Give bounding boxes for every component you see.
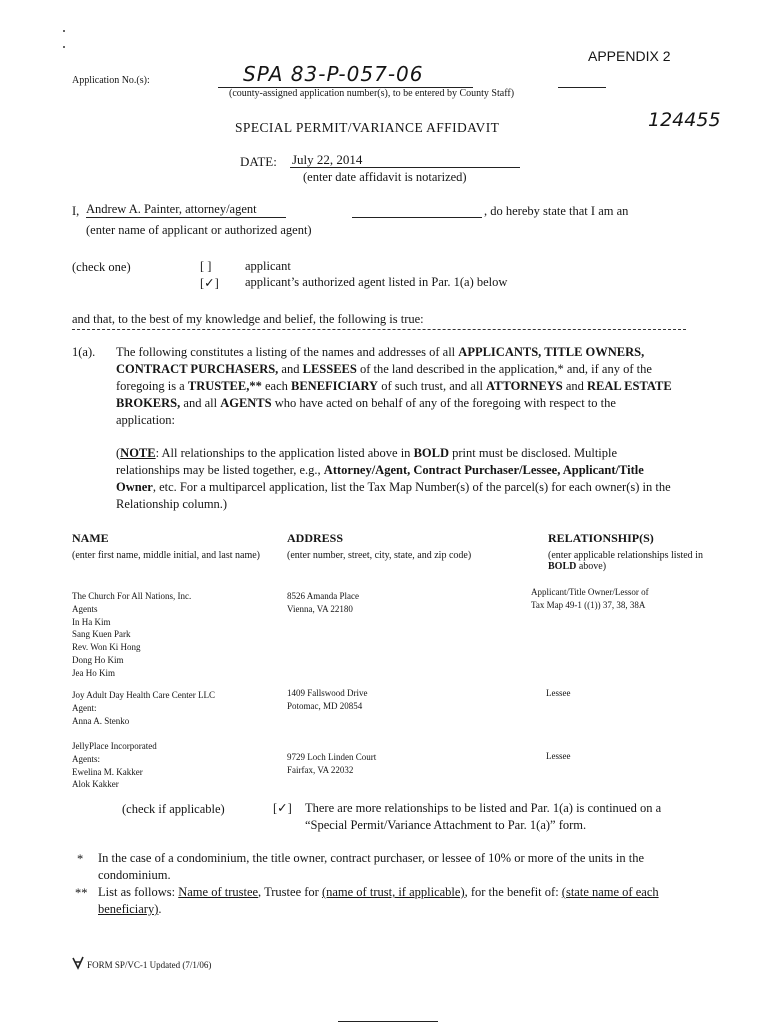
table-row-3-relationship: [546, 750, 696, 763]
row2-address-line: Potomac, MD 20854: [287, 700, 363, 711]
application-no-line-right: [558, 87, 606, 88]
relationship-column-header: [548, 531, 708, 573]
form-footer-text: FORM SP/VC-1 Updated (7/1/06): [87, 959, 212, 970]
divider: [72, 329, 686, 330]
par1a-b6: REAL ESTATE BROKERS,: [116, 379, 672, 410]
par1a-t8: who have acted on behalf of any of the foregoing with respect to the application:: [116, 396, 616, 427]
declarant-prefix: I,: [72, 204, 80, 218]
row1-name-line: The Church For All Nations, Inc.: [72, 591, 192, 601]
name-header-sub: (enter first name, middle initial, and last name): [72, 549, 260, 561]
address-header-sub: (enter number, street, city, state, and zip code): [287, 549, 472, 561]
note-t1: : All relationships to the application listed above in: [155, 446, 414, 460]
application-no-handwritten: SPA 83-P-057-06: [243, 62, 424, 86]
agent-option-label: applicant’s authorized agent listed in Par. 1(a) below: [245, 275, 508, 289]
table-row-2-address: [287, 687, 487, 713]
dstar-t3: , for the benefit of:: [464, 885, 562, 899]
row3-name-line: Ewelina M. Kakker: [72, 766, 143, 777]
par1a-t3: of the land described in the application,* and, if any of the foregoing is a: [116, 362, 652, 393]
relationship-header-sub: [548, 550, 708, 574]
par1a-t5: of such trust, and all: [378, 379, 487, 393]
relationship-header-sub1: (enter applicable relationships listed in: [548, 549, 703, 561]
row2-name-line: Joy Adult Day Health Care Center LLC: [72, 690, 215, 700]
agent-checkbox[interactable]: [✓]: [200, 276, 219, 290]
table-row-3-name: [72, 740, 277, 791]
applicant-option-label: applicant: [245, 259, 291, 273]
table-row-3-address: [287, 751, 487, 777]
declarant-name: Andrew A. Painter, attorney/agent: [86, 202, 257, 216]
statement: and that, to the best of my knowledge and belief, the following is true:: [72, 312, 424, 326]
form-footer: [72, 956, 211, 975]
dstar-u1: Name of trustee: [178, 885, 259, 899]
par1a-b5: ATTORNEYS: [486, 379, 563, 393]
appendix-label: APPENDIX 2: [588, 48, 671, 64]
row2-address-line: 1409 Fallswood Drive: [287, 688, 368, 698]
par1a-t1: The following constitutes a listing of the names and addresses of all: [116, 345, 459, 359]
date-caption: (enter date affidavit is notarized): [303, 170, 467, 184]
address-column-header: [287, 531, 537, 561]
continuation-label: (check if applicable): [122, 802, 225, 816]
continuation-checkbox[interactable]: [✓]: [273, 801, 292, 815]
row1-name-line: Dong Ho Kim: [72, 654, 124, 665]
declarant-line-2: [352, 217, 482, 218]
par1a-b3: TRUSTEE,**: [187, 379, 262, 393]
declarant-caption: (enter name of applicant or authorized agent): [86, 223, 312, 237]
dstar-u3: (state name of each beneficiary): [98, 885, 659, 916]
scan-speck: [63, 46, 65, 48]
row1-name-line: Rev. Won Ki Hong: [72, 642, 141, 653]
row2-name-line: Agent:: [72, 702, 97, 713]
par1a-b7: AGENTS: [220, 396, 272, 410]
row3-name-line: Agents:: [72, 753, 100, 764]
row1-name-line: Agents: [72, 603, 98, 614]
dstar-t4: .: [158, 902, 162, 916]
note-b1: BOLD: [413, 446, 449, 460]
date-value: July 22, 2014: [292, 152, 363, 167]
declarant-line: [86, 217, 286, 218]
application-no-caption: (county-assigned application number(s), to be entered by County Staff): [229, 88, 515, 99]
row1-relationship-line: Tax Map 49-1 ((1)) 37, 38, 38A: [531, 599, 646, 610]
par1a-t7: and all: [180, 396, 221, 410]
par1a-text: [116, 344, 672, 429]
par1a-t6: and: [562, 379, 588, 393]
par1a-t4: each: [261, 379, 291, 393]
row1-name-line: Jea Ho Kim: [72, 667, 115, 678]
bottom-edge-line: [338, 1021, 438, 1022]
footnote-double-star-text: [98, 884, 698, 918]
continuation-text: There are more relationships to be listed and Par. 1(a) is continued on a “Special Permit/Variance Attachment to Par. 1(a)” form.: [305, 801, 662, 832]
row3-address-line: 9729 Loch Linden Court: [287, 752, 377, 762]
table-row-1-relationship: [531, 586, 721, 612]
dstar-u2: (name of trust, if applicable): [321, 885, 465, 899]
row3-name-line: JellyPlace Incorporated: [72, 741, 157, 751]
date-label: DATE:: [240, 154, 277, 169]
note-label: NOTE: [120, 446, 156, 460]
par1a-b1: APPLICANTS, TITLE OWNERS, CONTRACT PURCHASERS,: [116, 345, 645, 376]
note-t2: print must be disclosed. Multiple relationships may be listed together, e.g.,: [116, 446, 618, 477]
row1-address-line: 8526 Amanda Place: [287, 591, 359, 601]
footnote-star-marker: *: [77, 852, 84, 866]
footnote-double-star-marker: **: [75, 886, 88, 900]
par1a-t2: and: [278, 362, 303, 376]
relationship-header-bold: BOLD: [548, 561, 577, 573]
dstar-t1: List as follows:: [98, 885, 179, 899]
applicant-checkbox[interactable]: [ ]: [200, 259, 212, 273]
table-row-2-relationship: [546, 687, 696, 700]
relationship-header-sub2: above): [576, 561, 607, 573]
par1a-number: 1(a).: [72, 345, 96, 359]
page-title: SPECIAL PERMIT/VARIANCE AFFIDAVIT: [235, 120, 500, 135]
row1-name-line: In Ha Kim: [72, 616, 111, 627]
application-no-label: Application No.(s):: [72, 75, 150, 86]
date-line: [290, 167, 520, 168]
handwritten-number: 124455: [648, 109, 721, 131]
row2-relationship-line: Lessee: [546, 688, 571, 698]
dstar-t2: , Trustee for: [258, 885, 322, 899]
footnote-star-text: In the case of a condominium, the title owner, contract purchaser, or lessee of 10% or more of the units in the condominium.: [98, 851, 645, 882]
table-row-2-name: [72, 689, 277, 727]
table-row-1-address: [287, 590, 487, 616]
scan-mark-icon: [72, 956, 84, 975]
row3-address-line: Fairfax, VA 22032: [287, 764, 354, 775]
check-one-label: (check one): [72, 260, 131, 274]
row1-address-line: Vienna, VA 22180: [287, 603, 353, 614]
table-row-1-name: [72, 590, 277, 680]
row3-name-line: Alok Kakker: [72, 779, 119, 790]
note-text: (NOTE: All relationships to the application listed above in BOLD print must be disclosed. Multiple relationships may be listed together, e.g., Attorney/Agent, Contract Purchaser/Lessee, Applicant/Title Owner, etc. For a multiparcel application, list the Tax Map Number(s) of the parcel(s) for each owner(s) in the Relationship column.): [116, 446, 671, 511]
name-header-title: NAME: [72, 531, 109, 545]
row1-name-line: Sang Kuen Park: [72, 629, 131, 640]
name-column-header: [72, 531, 272, 561]
note-t3: , etc. For a multiparcel application, list the Tax Map Number(s) of the parcel(s) for each owner(s) in the Relationship column.): [116, 480, 671, 511]
par1a-b2: LESSEES: [302, 362, 357, 376]
note-b2: Attorney/Agent, Contract Purchaser/Lessee, Applicant/Title Owner: [116, 463, 644, 494]
declarant-suffix: , do hereby state that I am an: [484, 204, 629, 218]
relationship-header-title: RELATIONSHIP(S): [548, 531, 654, 545]
row1-relationship-line: Applicant/Title Owner/Lessor of: [531, 587, 649, 597]
par1a-b4: BENEFICIARY: [291, 379, 379, 393]
address-header-title: ADDRESS: [287, 531, 344, 545]
row2-name-line: Anna A. Stenko: [72, 715, 130, 726]
row3-relationship-line: Lessee: [546, 751, 571, 761]
scan-speck: [63, 30, 65, 32]
